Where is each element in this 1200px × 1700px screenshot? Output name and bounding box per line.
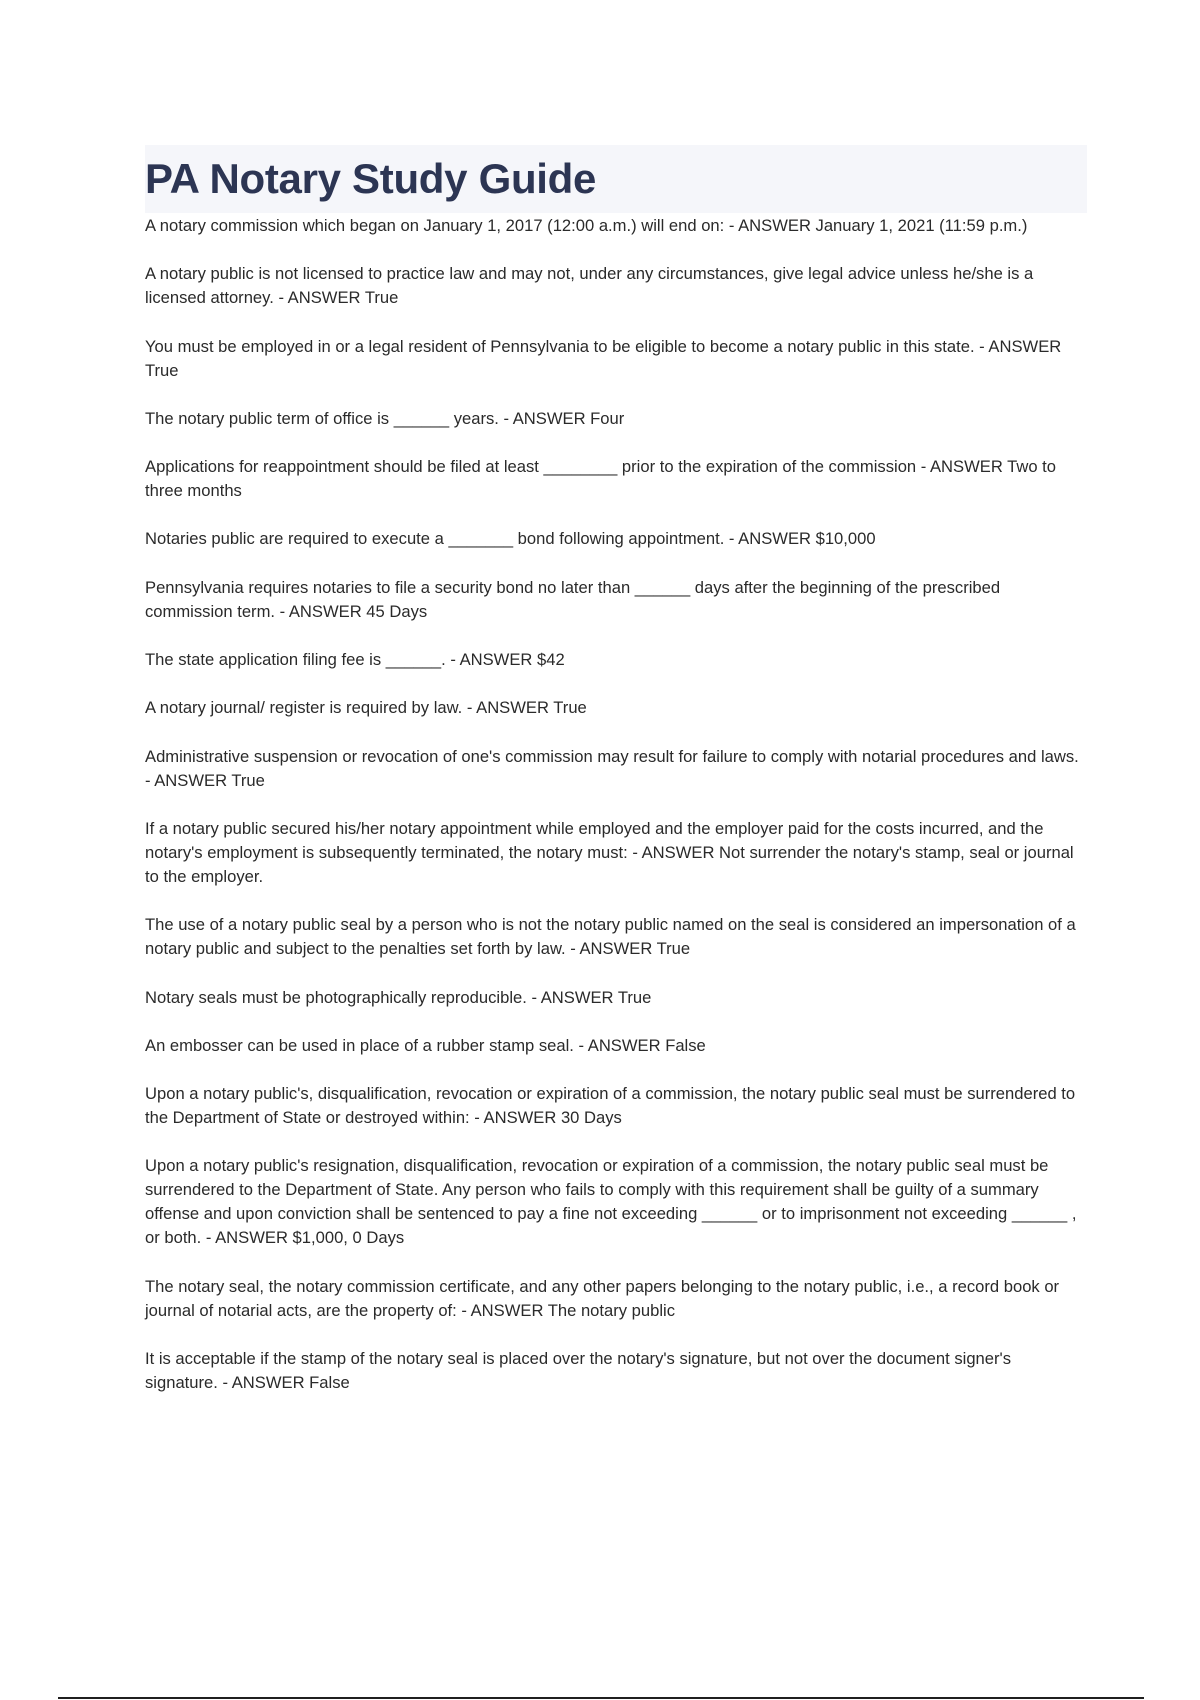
qa-list — [145, 214, 1087, 1395]
qa-question: Upon a notary public's, disqualification, revocation or expiration of a commission, the notary public seal must be surrendered to the Department of State or destroyed within: - — [145, 1084, 1076, 1128]
qa-answer: ANSWER Two to three months — [145, 457, 1057, 501]
qa-answer: ANSWER True — [476, 698, 587, 718]
qa-answer: ANSWER 45 Days — [288, 601, 428, 621]
qa-answer: ANSWER True — [540, 987, 652, 1007]
qa-question: A notary journal/ register is required by law. - — [145, 698, 477, 718]
qa-item — [145, 214, 1087, 238]
qa-item — [145, 1154, 1087, 1250]
qa-item — [145, 745, 1087, 793]
qa-question: A notary commission which began on January 1, 2017 (12:00 a.m.) will end on: - — [145, 216, 739, 235]
qa-question: Notary seals must be photographically reproducible. - — [145, 987, 541, 1007]
qa-answer: ANSWER January 1, 2021 (11:59 p.m.) — [738, 216, 1028, 235]
qa-item — [145, 262, 1087, 310]
qa-question: The notary seal, the notary commission certificate, and any other papers belonging to the notary public, i.e., a record book or journal of notarial acts, are the property of: - — [145, 1276, 1060, 1320]
qa-item — [145, 1347, 1087, 1395]
qa-question: If a notary public secured his/her notary appointment while employed and the employer paid for the costs incurred, and the notary's employment is subsequently terminated, the notary must: - — [145, 818, 1044, 862]
qa-answer: ANSWER $42 — [459, 650, 565, 670]
qa-question: You must be employed in or a legal resident of Pennsylvania to be eligible to become a notary public in this state. - — [145, 336, 989, 356]
qa-question: The notary public term of office is ______ years. - — [145, 408, 513, 428]
qa-answer: ANSWER True — [145, 336, 1062, 380]
qa-item — [145, 1275, 1087, 1323]
qa-item — [145, 1082, 1087, 1130]
qa-item — [145, 407, 1087, 431]
qa-item — [145, 576, 1087, 624]
qa-item — [145, 527, 1087, 551]
qa-answer: ANSWER True — [287, 288, 399, 308]
qa-answer: ANSWER Four — [512, 408, 625, 428]
qa-item — [145, 913, 1087, 961]
qa-question: A notary public is not licensed to practice law and may not, under any circumstances, give legal advice unless he/she is a licensed attorney. - — [145, 264, 1034, 308]
qa-item — [145, 335, 1087, 383]
qa-item — [145, 817, 1087, 889]
qa-question: The use of a notary public seal by a person who is not the notary public named on the seal is considered an impersonation of a notary public and subject to the penalties set forth by law. - — [145, 915, 1076, 959]
qa-question: Pennsylvania requires notaries to file a security bond no later than ______ days after the beginning of the prescribed commission term. - — [145, 577, 1001, 621]
qa-answer: ANSWER 30 Days — [483, 1108, 622, 1128]
qa-answer: ANSWER The notary public — [470, 1300, 676, 1320]
title-band — [145, 145, 1087, 213]
qa-item — [145, 455, 1087, 503]
qa-answer: ANSWER Not surrender the notary's stamp, seal or journal to the employer. — [145, 842, 1074, 886]
footer-divider — [58, 1697, 1144, 1699]
qa-item — [145, 986, 1087, 1010]
qa-answer: ANSWER $1,000, 0 Days — [215, 1228, 405, 1248]
qa-answer: ANSWER False — [231, 1373, 350, 1393]
qa-answer: ANSWER True — [154, 770, 265, 790]
qa-item — [145, 648, 1087, 672]
qa-answer: ANSWER True — [579, 939, 691, 959]
qa-item — [145, 1034, 1087, 1058]
qa-answer: ANSWER $10,000 — [738, 529, 876, 549]
qa-question: Administrative suspension or revocation of one's commission may result for failure to comply with notarial procedures and laws. - — [145, 746, 1079, 790]
page-title: PA Notary Study Guide — [145, 155, 597, 202]
qa-question: Notaries public are required to execute a _______ bond following appointment. - — [145, 529, 739, 549]
qa-question: Upon a notary public's resignation, disqualification, revocation or expiration of a commission, the notary public seal must be surrendered to the Department of State. Any person who fails to comply with this requirement shall be guilty of a summary offense and upon conviction shall be sentenced to pay a fine not exceeding ______ or to imprisonment not exceeding ______ , or both. - — [145, 1156, 1077, 1248]
qa-answer: ANSWER False — [587, 1035, 706, 1055]
qa-question: It is acceptable if the stamp of the notary seal is placed over the notary's signature, but not over the document signer's signature. - — [145, 1349, 1012, 1393]
qa-item — [145, 696, 1087, 720]
qa-question: Applications for reappointment should be filed at least ________ prior to the expiration of the commission - — [145, 457, 930, 477]
qa-question: An embosser can be used in place of a rubber stamp seal. - — [145, 1035, 588, 1055]
qa-question: The state application filing fee is ______. - — [145, 650, 460, 670]
document-page — [145, 145, 1087, 1419]
